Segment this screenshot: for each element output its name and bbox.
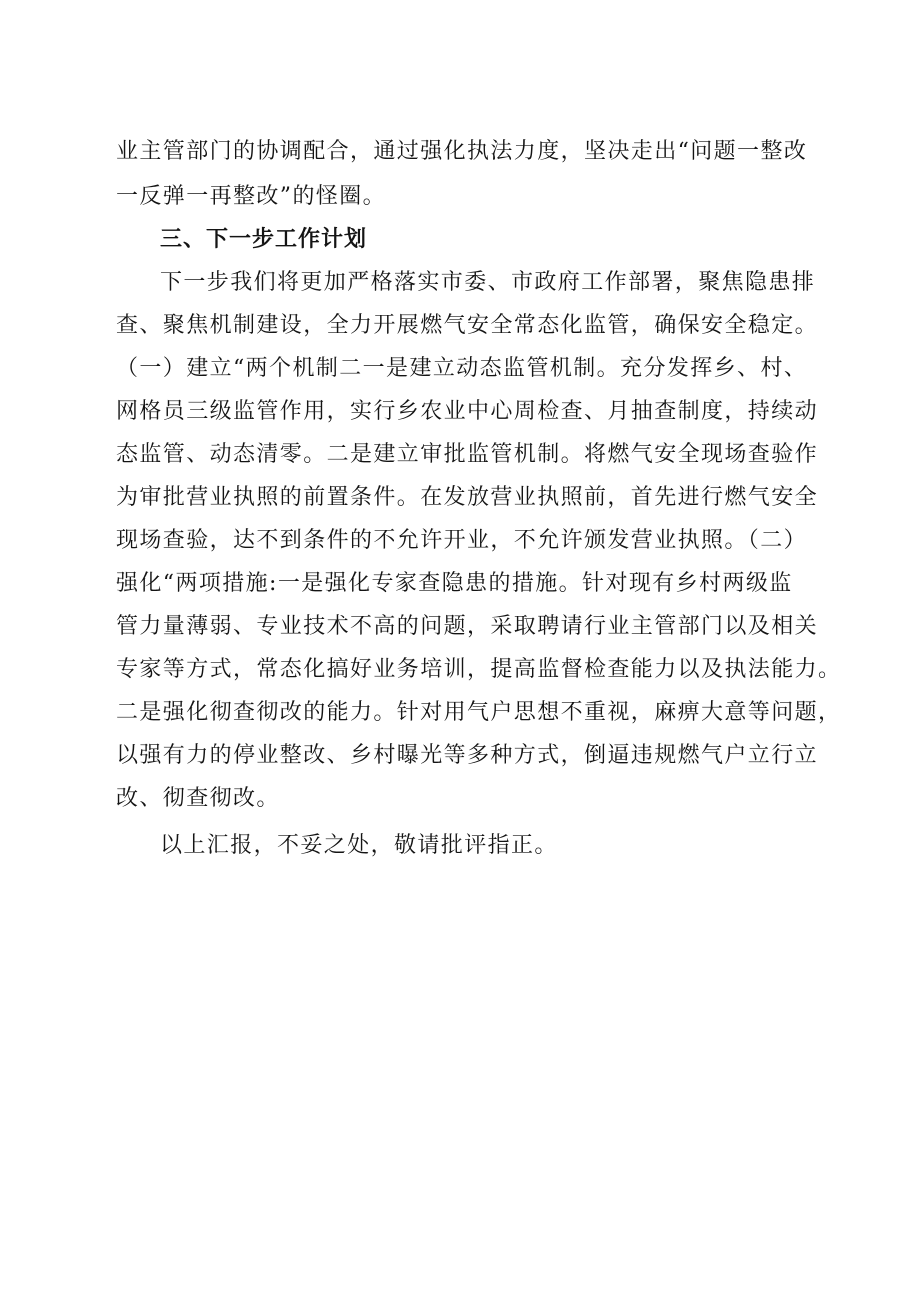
paragraph-line xyxy=(0,478,920,518)
text-line: 现场查验，达不到条件的不允许开业，不允许颁发营业执照。（二） xyxy=(116,528,808,553)
text-line: 管力量薄弱、专业技术不高的问题，采取聘请行业主管部门以及相关 xyxy=(116,614,819,639)
paragraph-line xyxy=(0,693,920,733)
text-line: 网格员三级监管作用，实行乡农业中心周检查、月抽查制度，持续动 xyxy=(116,399,819,424)
text-line: 一反弹一再整改”的怪圈。 xyxy=(116,184,387,209)
paragraph-line xyxy=(0,521,920,561)
paragraph-line xyxy=(0,306,920,346)
closing-text: 以上汇报，不妥之处，敬请批评指正。 xyxy=(160,833,558,858)
closing-line xyxy=(0,826,920,866)
text-line: 态监管、动态清零。二是建立审批监管机制。将燃气安全现场查验作 xyxy=(116,442,819,467)
paragraph-line xyxy=(0,263,920,303)
text-line: 下一步我们将更加严格落实市委、市政府工作部署，聚焦隐患排 xyxy=(160,270,816,295)
text-line: 查、聚焦机制建设，全力开展燃气安全常态化监管，确保安全稳定。 xyxy=(116,313,819,338)
text-line: 为审批营业执照的前置条件。在发放营业执照前，首先进行燃气安全 xyxy=(116,485,819,510)
text-line: 二是强化彻查彻改的能力。针对用气户思想不重视，麻痹大意等问题， xyxy=(116,700,842,725)
section-heading-line xyxy=(0,220,920,260)
text-line: 业主管部门的协调配合，通过强化执法力度，坚决走出“问题一整改 xyxy=(116,139,808,164)
paragraph-line xyxy=(0,650,920,690)
paragraph-line xyxy=(0,779,920,819)
text-line: 专家等方式，常态化搞好业务培训，提高监督检查能力以及执法能力。 xyxy=(116,657,842,682)
paragraph-line xyxy=(0,177,920,217)
text-line: 强化“两项措施:一是强化专家查隐患的措施。针对现有乡村两级监 xyxy=(116,571,793,596)
paragraph-line xyxy=(0,132,920,172)
paragraph-line xyxy=(0,392,920,432)
text-line: 以强有力的停业整改、乡村曝光等多种方式，倒逼违规燃气户立行立 xyxy=(116,743,819,768)
text-line: 改、彻查彻改。 xyxy=(116,786,280,811)
paragraph-line xyxy=(0,736,920,776)
paragraph-line xyxy=(0,607,920,647)
paragraph-line xyxy=(0,435,920,475)
paragraph-line xyxy=(0,564,920,604)
paragraph-line xyxy=(0,349,920,389)
text-line: （一）建立“两个机制二一是建立动态监管机制。充分发挥乡、村、 xyxy=(116,356,808,381)
section-heading: 三、下一步工作计划 xyxy=(160,227,368,252)
